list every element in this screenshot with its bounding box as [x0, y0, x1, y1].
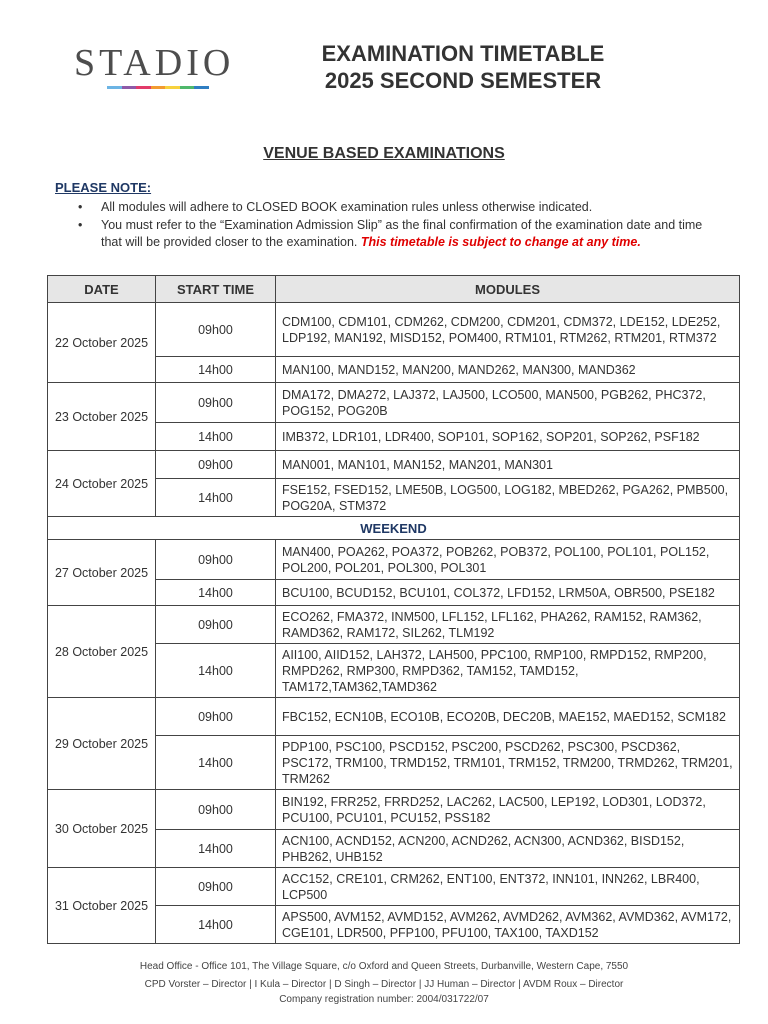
logo-color-segment	[180, 86, 195, 89]
exam-date-cell: 29 October 2025	[48, 698, 156, 790]
modules-cell: BCU100, BCUD152, BCU101, COL372, LFD152, LRM50A, OBR500, PSE182	[276, 580, 740, 606]
modules-cell: CDM100, CDM101, CDM262, CDM200, CDM201, CDM372, LDE152, LDE252, LDP192, MAN192, MISD152, POM400, RTM101, RTM262, RTM201, RTM372	[276, 303, 740, 357]
table-row	[48, 868, 740, 906]
modules-cell: FSE152, FSED152, LME50B, LOG500, LOG182, MBED262, PGA262, PMB500, POG20A, STM372	[276, 479, 740, 517]
start-time-cell: 09h00	[156, 698, 276, 736]
logo-color-segment	[165, 86, 180, 89]
start-time-cell: 14h00	[156, 830, 276, 868]
start-time-cell: 14h00	[156, 479, 276, 517]
date-header: DATE	[48, 276, 156, 303]
exam-date-cell: 24 October 2025	[48, 451, 156, 517]
table-row	[48, 383, 740, 423]
table-header-row	[48, 276, 740, 303]
title-line-2: 2025 SECOND SEMESTER	[324, 68, 602, 93]
table-row	[48, 451, 740, 479]
modules-cell: IMB372, LDR101, LDR400, SOP101, SOP162, SOP201, SOP262, PSF182	[276, 423, 740, 451]
note-text: All modules will adhere to CLOSED BOOK examination rules unless otherwise indicated.	[101, 200, 593, 214]
title-line-1: EXAMINATION TIMETABLE	[321, 41, 605, 66]
logo-color-segment	[194, 86, 209, 89]
note-heading: PLEASE NOTE:	[55, 180, 152, 195]
exam-date-cell: 27 October 2025	[48, 540, 156, 606]
weekend-label: WEEKEND	[48, 517, 740, 540]
start-time-cell: 09h00	[156, 790, 276, 830]
start-time-cell: 14h00	[156, 906, 276, 944]
weekend-row	[48, 517, 740, 540]
exam-date-cell: 23 October 2025	[48, 383, 156, 451]
start-time-cell: 14h00	[156, 644, 276, 698]
start-time-cell: 14h00	[156, 423, 276, 451]
footer-registration: Company registration number: 2004/031722/07	[279, 994, 489, 1005]
start-time-cell: 09h00	[156, 303, 276, 357]
exam-date-cell: 30 October 2025	[48, 790, 156, 868]
note-item	[78, 217, 718, 251]
logo-color-bar	[107, 86, 209, 89]
start-time-cell: 09h00	[156, 540, 276, 580]
modules-cell: PDP100, PSC100, PSCD152, PSC200, PSCD262, PSC300, PSCD362, PSC172, TRM100, TRMD152, TRM101, TRM152, TRM200, TRMD262, TRM201, TRM262	[276, 736, 740, 790]
notes-list	[78, 199, 718, 252]
modules-cell: ECO262, FMA372, INM500, LFL152, LFL162, PHA262, RAM152, RAM362, RAMD362, RAM172, SIL262, TLM192	[276, 606, 740, 644]
stadio-logo	[74, 44, 246, 89]
logo-color-segment	[151, 86, 166, 89]
modules-cell: APS500, AVM152, AVMD152, AVM262, AVMD262, AVM362, AVMD362, AVM172, CGE101, LDR500, PFP100, PFU100, TAX100, TAXD152	[276, 906, 740, 944]
section-subtitle: VENUE BASED EXAMINATIONS	[263, 145, 505, 162]
exam-date-cell: 31 October 2025	[48, 868, 156, 944]
note-text: You must refer to the “Examination Admission Slip” as the final confirmation of the examination date and time that will be provided closer to the examination.	[101, 218, 703, 249]
modules-cell: ACN100, ACND152, ACN200, ACND262, ACN300, ACND362, BISD152, PHB262, UHB152	[276, 830, 740, 868]
table-row	[48, 606, 740, 644]
page-title	[262, 40, 664, 94]
logo-color-segment	[122, 86, 137, 89]
exam-date-cell: 28 October 2025	[48, 606, 156, 698]
change-warning: This timetable is subject to change at any time.	[360, 235, 641, 249]
logo-color-segment	[136, 86, 151, 89]
modules-cell: MAN100, MAND152, MAN200, MAND262, MAN300, MAND362	[276, 357, 740, 383]
modules-cell: AII100, AIID152, LAH372, LAH500, PPC100, RMP100, RMPD152, RMP200, RMPD262, RMP300, RMPD362, TAM152, TAMD152, TAM172,TAM362,TAMD362	[276, 644, 740, 698]
modules-cell: ACC152, CRE101, CRM262, ENT100, ENT372, INN101, INN262, LBR400, LCP500	[276, 868, 740, 906]
start-time-cell: 09h00	[156, 868, 276, 906]
start-time-cell: 14h00	[156, 736, 276, 790]
start-time-cell: 09h00	[156, 606, 276, 644]
note-item	[78, 199, 718, 216]
bullet-icon: •	[78, 200, 83, 214]
timetable	[47, 275, 740, 944]
start-time-cell: 14h00	[156, 580, 276, 606]
modules-cell: DMA172, DMA272, LAJ372, LAJ500, LCO500, MAN500, PGB262, PHC372, POG152, POG20B	[276, 383, 740, 423]
exam-date-cell: 22 October 2025	[48, 303, 156, 383]
modules-cell: MAN001, MAN101, MAN152, MAN201, MAN301	[276, 451, 740, 479]
start-time-cell: 09h00	[156, 451, 276, 479]
start-time-cell: 14h00	[156, 357, 276, 383]
logo-color-segment	[107, 86, 122, 89]
start-time-cell: 09h00	[156, 383, 276, 423]
modules-cell: MAN400, POA262, POA372, POB262, POB372, POL100, POL101, POL152, POL200, POL201, POL300, POL301	[276, 540, 740, 580]
footer-directors: CPD Vorster – Director | I Kula – Director | D Singh – Director | JJ Human – Director | AVDM Roux – Director	[144, 979, 624, 990]
logo-text: STADIO	[74, 42, 235, 84]
table-row	[48, 790, 740, 830]
modules-header: MODULES	[276, 276, 740, 303]
timetable-body	[48, 303, 740, 944]
modules-cell: FBC152, ECN10B, ECO10B, ECO20B, DEC20B, MAE152, MAED152, SCM182	[276, 698, 740, 736]
start-time-header: START TIME	[156, 276, 276, 303]
table-row	[48, 540, 740, 580]
bullet-icon: •	[78, 218, 83, 232]
footer-address: Head Office - Office 101, The Village Square, c/o Oxford and Queen Streets, Durbanville, Western Cape, 7550	[139, 961, 629, 972]
table-row	[48, 303, 740, 357]
modules-cell: BIN192, FRR252, FRRD252, LAC262, LAC500, LEP192, LOD301, LOD372, PCU100, PCU101, PCU152, PSS182	[276, 790, 740, 830]
table-row	[48, 698, 740, 736]
